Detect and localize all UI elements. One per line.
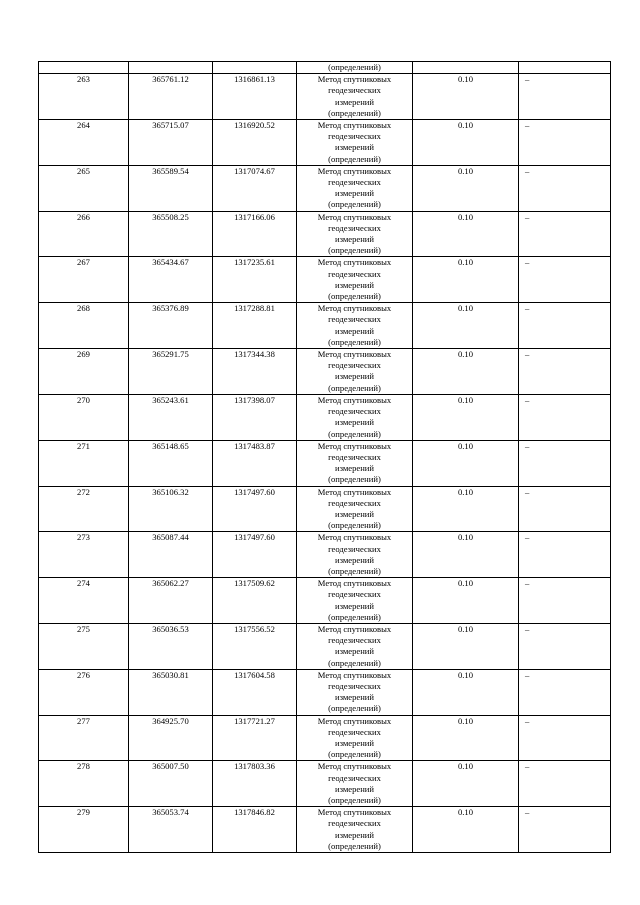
cell-accuracy: 0.10 <box>413 257 519 303</box>
cell-point-number: 263 <box>39 74 129 120</box>
cell-method <box>297 349 413 395</box>
cell-point-number: 267 <box>39 257 129 303</box>
method-line-2: геодезических <box>328 222 381 233</box>
method-line-1: Метод спутниковых <box>317 257 392 268</box>
method-line-3: измерений <box>334 188 375 199</box>
method-line-2: геодезических <box>328 818 381 829</box>
cell-method <box>297 257 413 303</box>
method-line-1: Метод спутниковых <box>317 74 392 85</box>
cell-y-coordinate: 1317235.61 <box>213 257 297 303</box>
cell-point-number: 274 <box>39 578 129 624</box>
method-line-3: измерений <box>334 371 375 382</box>
cell-y-coordinate: 1317074.67 <box>213 165 297 211</box>
method-line-1: Метод спутниковых <box>317 394 392 405</box>
method-line-3: измерений <box>334 142 375 153</box>
table-row <box>39 394 611 440</box>
method-line-4: (определений) <box>328 795 381 805</box>
method-line-4: (определений) <box>328 291 381 302</box>
cell-empty <box>519 62 611 74</box>
coordinates-table-body <box>39 62 611 853</box>
method-line-2: геодезических <box>328 726 381 737</box>
cell-empty <box>39 62 129 74</box>
method-line-4: (определений) <box>328 153 381 164</box>
method-line-3: измерений <box>334 508 375 519</box>
method-line-1: Метод спутниковых <box>317 715 392 726</box>
cell-y-coordinate: 1317166.06 <box>213 211 297 257</box>
cell-accuracy: 0.10 <box>413 532 519 578</box>
cell-point-number: 272 <box>39 486 129 532</box>
method-line-4: (определений) <box>328 428 381 439</box>
cell-accuracy: 0.10 <box>413 211 519 257</box>
cell-accuracy: 0.10 <box>413 165 519 211</box>
cell-point-number: 275 <box>39 623 129 669</box>
method-line-4: (определений) <box>328 382 381 393</box>
cell-y-coordinate: 1317497.60 <box>213 486 297 532</box>
method-line-4: (определений) <box>328 703 381 714</box>
method-line-4: (определений) <box>328 520 381 531</box>
method-line-1: Метод спутниковых <box>317 486 392 497</box>
cell-y-coordinate: 1317344.38 <box>213 349 297 395</box>
cell-accuracy: 0.10 <box>413 807 519 853</box>
cell-note: – <box>519 120 611 166</box>
cell-x-coordinate: 365007.50 <box>129 761 213 807</box>
cell-y-coordinate: 1316861.13 <box>213 74 297 120</box>
method-line-3: измерений <box>334 554 375 565</box>
cell-accuracy: 0.10 <box>413 120 519 166</box>
method-line-3: измерений <box>334 234 375 245</box>
method-line-2: геодезических <box>328 360 381 371</box>
cell-point-number: 265 <box>39 165 129 211</box>
cell-y-coordinate: 1317846.82 <box>213 807 297 853</box>
method-line-1: Метод спутниковых <box>317 303 392 314</box>
cell-x-coordinate: 365148.65 <box>129 440 213 486</box>
cell-x-coordinate: 365106.32 <box>129 486 213 532</box>
table-row <box>39 120 611 166</box>
cell-method <box>297 578 413 624</box>
method-line-1: Метод спутниковых <box>317 440 392 451</box>
method-line-3: измерений <box>334 646 375 657</box>
method-line-3: измерений <box>334 463 375 474</box>
cell-note: – <box>519 440 611 486</box>
table-row <box>39 165 611 211</box>
cell-point-number: 271 <box>39 440 129 486</box>
table-row <box>39 623 611 669</box>
cell-y-coordinate: 1317509.62 <box>213 578 297 624</box>
method-line-2: геодезических <box>328 497 381 508</box>
cell-note: – <box>519 257 611 303</box>
cell-empty <box>129 62 213 74</box>
method-line-2: геодезических <box>328 85 381 96</box>
method-line-2: геодезических <box>328 451 381 462</box>
cell-note: – <box>519 349 611 395</box>
method-line-3: измерений <box>334 692 375 703</box>
method-line-4: (определений) <box>328 474 381 485</box>
coordinates-table-page <box>38 61 610 853</box>
method-line-2: геодезических <box>328 131 381 142</box>
method-line-1: Метод спутниковых <box>317 807 392 818</box>
method-line-1: Метод спутниковых <box>317 669 392 680</box>
cell-note: – <box>519 669 611 715</box>
table-row <box>39 807 611 853</box>
method-line-3: измерений <box>334 325 375 336</box>
cell-method <box>297 715 413 761</box>
method-line-1: Метод спутниковых <box>317 349 392 360</box>
cell-note: – <box>519 303 611 349</box>
cell-y-coordinate: 1317398.07 <box>213 394 297 440</box>
cell-y-coordinate: 1317556.52 <box>213 623 297 669</box>
table-row <box>39 669 611 715</box>
method-line-1: Метод спутниковых <box>317 165 392 176</box>
cell-method <box>297 74 413 120</box>
cell-point-number: 277 <box>39 715 129 761</box>
method-line-2: геодезических <box>328 406 381 417</box>
table-row <box>39 74 611 120</box>
method-line-4: (определений) <box>328 107 381 118</box>
method-line-3: измерений <box>334 829 375 840</box>
method-line-4: (определений) <box>328 336 381 347</box>
cell-note: – <box>519 394 611 440</box>
method-line-1: Метод спутниковых <box>317 623 392 634</box>
cell-method <box>297 394 413 440</box>
cell-y-coordinate: 1317803.36 <box>213 761 297 807</box>
table-row <box>39 578 611 624</box>
cell-method-tail: (определений) <box>297 62 413 74</box>
cell-empty <box>413 62 519 74</box>
cell-method <box>297 532 413 578</box>
cell-x-coordinate: 365291.75 <box>129 349 213 395</box>
method-line-2: геодезических <box>328 589 381 600</box>
cell-accuracy: 0.10 <box>413 578 519 624</box>
cell-note: – <box>519 165 611 211</box>
method-line-2: геодезических <box>328 772 381 783</box>
cell-accuracy: 0.10 <box>413 623 519 669</box>
cell-x-coordinate: 365243.61 <box>129 394 213 440</box>
cell-y-coordinate: 1317497.60 <box>213 532 297 578</box>
cell-method <box>297 807 413 853</box>
cell-note: – <box>519 807 611 853</box>
cell-note: – <box>519 211 611 257</box>
cell-note: – <box>519 74 611 120</box>
cell-method <box>297 303 413 349</box>
cell-note: – <box>519 486 611 532</box>
coordinates-table <box>38 61 611 853</box>
continuation-row <box>39 62 611 74</box>
cell-accuracy: 0.10 <box>413 303 519 349</box>
cell-note: – <box>519 532 611 578</box>
method-line-3: измерений <box>334 279 375 290</box>
cell-point-number: 264 <box>39 120 129 166</box>
method-line-1: Метод спутниковых <box>317 120 392 131</box>
cell-note: – <box>519 623 611 669</box>
cell-x-coordinate: 364925.70 <box>129 715 213 761</box>
cell-point-number: 279 <box>39 807 129 853</box>
table-row <box>39 303 611 349</box>
cell-note: – <box>519 761 611 807</box>
method-line-2: геодезических <box>328 177 381 188</box>
cell-x-coordinate: 365589.54 <box>129 165 213 211</box>
cell-x-coordinate: 365030.81 <box>129 669 213 715</box>
cell-point-number: 273 <box>39 532 129 578</box>
cell-accuracy: 0.10 <box>413 715 519 761</box>
cell-method <box>297 486 413 532</box>
table-row <box>39 761 611 807</box>
method-line-4: (определений) <box>328 199 381 210</box>
method-line-2: геодезических <box>328 543 381 554</box>
cell-method <box>297 120 413 166</box>
method-line-1: Метод спутниковых <box>317 761 392 772</box>
method-line-4: (определений) <box>328 611 381 622</box>
method-line-4: (определений) <box>328 749 381 760</box>
cell-method <box>297 623 413 669</box>
cell-x-coordinate: 365376.89 <box>129 303 213 349</box>
method-line-3: измерений <box>334 417 375 428</box>
method-line-2: геодезических <box>328 635 381 646</box>
method-line-3: измерений <box>334 783 375 794</box>
cell-empty <box>213 62 297 74</box>
method-line-2: геодезических <box>328 268 381 279</box>
cell-y-coordinate: 1317721.27 <box>213 715 297 761</box>
method-line-3: измерений <box>334 737 375 748</box>
table-row <box>39 715 611 761</box>
cell-method <box>297 165 413 211</box>
method-line-2: геодезических <box>328 314 381 325</box>
method-line-2: геодезических <box>328 680 381 691</box>
table-row <box>39 211 611 257</box>
cell-x-coordinate: 365434.67 <box>129 257 213 303</box>
method-line-1: Метод спутниковых <box>317 578 392 589</box>
table-row <box>39 440 611 486</box>
table-row <box>39 486 611 532</box>
cell-y-coordinate: 1316920.52 <box>213 120 297 166</box>
cell-point-number: 268 <box>39 303 129 349</box>
method-line-4: (определений) <box>328 245 381 256</box>
table-row <box>39 257 611 303</box>
cell-method <box>297 761 413 807</box>
method-line-4: (определений) <box>328 565 381 576</box>
cell-accuracy: 0.10 <box>413 74 519 120</box>
cell-point-number: 278 <box>39 761 129 807</box>
cell-accuracy: 0.10 <box>413 669 519 715</box>
cell-point-number: 269 <box>39 349 129 395</box>
cell-method <box>297 211 413 257</box>
cell-y-coordinate: 1317483.87 <box>213 440 297 486</box>
cell-note: – <box>519 578 611 624</box>
cell-point-number: 266 <box>39 211 129 257</box>
cell-method <box>297 669 413 715</box>
method-line-1: Метод спутниковых <box>317 211 392 222</box>
cell-y-coordinate: 1317288.81 <box>213 303 297 349</box>
cell-accuracy: 0.10 <box>413 486 519 532</box>
cell-note: – <box>519 715 611 761</box>
cell-x-coordinate: 365053.74 <box>129 807 213 853</box>
table-row <box>39 532 611 578</box>
cell-accuracy: 0.10 <box>413 440 519 486</box>
method-line-4: (определений) <box>328 840 381 851</box>
cell-y-coordinate: 1317604.58 <box>213 669 297 715</box>
cell-method <box>297 440 413 486</box>
method-line-3: измерений <box>334 96 375 107</box>
cell-x-coordinate: 365508.25 <box>129 211 213 257</box>
cell-x-coordinate: 365715.07 <box>129 120 213 166</box>
cell-point-number: 270 <box>39 394 129 440</box>
cell-accuracy: 0.10 <box>413 394 519 440</box>
cell-x-coordinate: 365062.27 <box>129 578 213 624</box>
cell-x-coordinate: 365761.12 <box>129 74 213 120</box>
table-row <box>39 349 611 395</box>
cell-accuracy: 0.10 <box>413 349 519 395</box>
cell-x-coordinate: 365087.44 <box>129 532 213 578</box>
cell-x-coordinate: 365036.53 <box>129 623 213 669</box>
method-line-1: Метод спутниковых <box>317 532 392 543</box>
method-line-4: (определений) <box>328 657 381 668</box>
method-line-3: измерений <box>334 600 375 611</box>
cell-point-number: 276 <box>39 669 129 715</box>
cell-accuracy: 0.10 <box>413 761 519 807</box>
